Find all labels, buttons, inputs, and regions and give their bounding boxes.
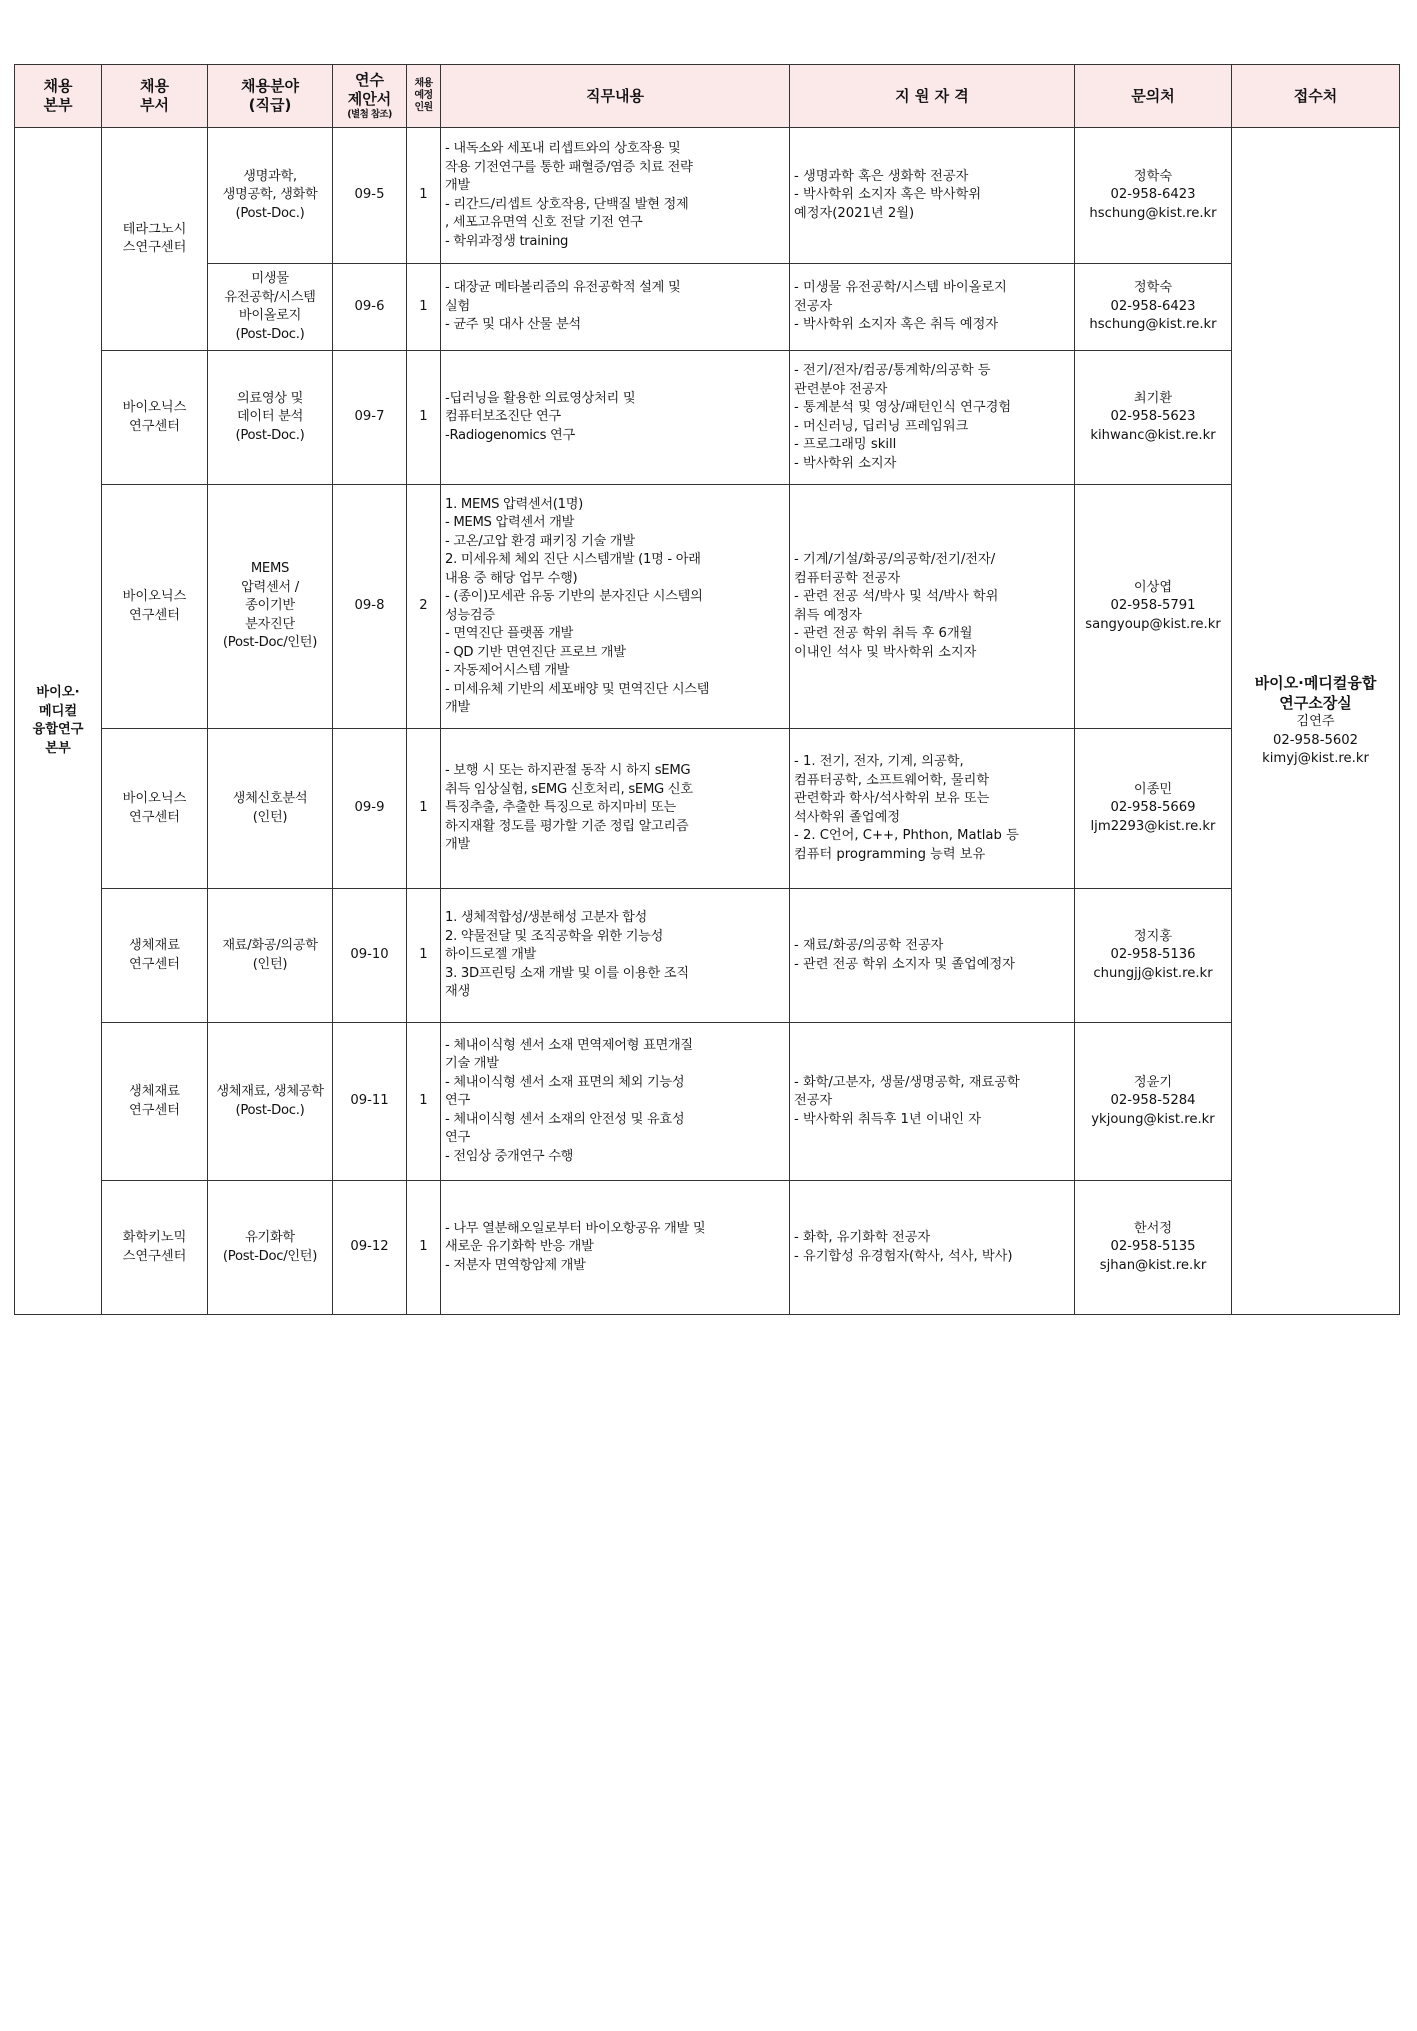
table-row <box>15 729 1400 889</box>
qualifications-cell: - 생명과학 혹은 생화학 전공자 - 박사학위 소지자 혹은 박사학위 예정자(2021년 2월) <box>790 128 1075 264</box>
contact-cell: 최기환 02-958-5623 kihwanc@kist.re.kr <box>1075 351 1232 485</box>
header-division: 채용 본부 <box>15 65 102 128</box>
qualifications-cell: - 미생물 유전공학/시스템 바이올로지 전공자 - 박사학위 소지자 혹은 취득 예정자 <box>790 264 1075 351</box>
qualifications-cell: - 전기/전자/컴공/통계학/의공학 등 관련분야 전공자 - 통계분석 및 영상/패턴인식 연구경험 - 머신러닝, 딥러닝 프레임워크 - 프로그래밍 skill - 박사학위 소지자 <box>790 351 1075 485</box>
count-cell: 1 <box>407 1181 441 1315</box>
header-field: 채용분야 (직급) <box>208 65 333 128</box>
qualifications-cell: - 1. 전기, 전자, 기계, 의공학, 컴퓨터공학, 소프트웨어학, 물리학 관련학과 학사/석사학위 보유 또는 석사학위 졸업예정 - 2. C언어, C++, Phthon, Matlab 등 컴퓨터 programming 능력 보유 <box>790 729 1075 889</box>
field-cell: MEMS 압력센서 / 종이기반 분자진단 (Post-Doc/인턴) <box>208 485 333 729</box>
field-cell: 생체신호분석 (인턴) <box>208 729 333 889</box>
header-contact: 문의처 <box>1075 65 1232 128</box>
header-qualifications: 지 원 자 격 <box>790 65 1075 128</box>
table-row <box>15 1181 1400 1315</box>
count-cell: 1 <box>407 889 441 1023</box>
duties-cell: - 대장균 메타볼리즘의 유전공학적 설계 및 실험 - 균주 및 대사 산물 분석 <box>441 264 790 351</box>
qualifications-cell: - 재료/화공/의공학 전공자 - 관련 전공 학위 소지자 및 졸업예정자 <box>790 889 1075 1023</box>
recruitment-table <box>14 64 1400 1315</box>
department-cell: 바이오닉스 연구센터 <box>102 729 208 889</box>
department-cell: 테라그노시 스연구센터 <box>102 128 208 351</box>
field-cell: 미생물 유전공학/시스템 바이올로지 (Post-Doc.) <box>208 264 333 351</box>
department-cell: 화학키노믹 스연구센터 <box>102 1181 208 1315</box>
duties-cell: 1. MEMS 압력센서(1명) - MEMS 압력센서 개발 - 고온/고압 환경 패키징 기술 개발 2. 미세유체 체외 진단 시스템개발 (1명 - 아래 내용 중 해당 업무 수행) - (종이)모세관 유동 기반의 분자진단 시스템의 성능검증 - 면역진단 플랫폼 개발 - QD 기반 면연진단 프로브 개발 - 자동제어시스템 개발 - 미세유체 기반의 세포배양 및 면역진단 시스템 개발 <box>441 485 790 729</box>
proposal-cell: 09-7 <box>333 351 407 485</box>
table-row <box>15 889 1400 1023</box>
proposal-cell: 09-11 <box>333 1023 407 1181</box>
qualifications-cell: - 화학/고분자, 생물/생명공학, 재료공학 전공자 - 박사학위 취득후 1년 이내인 자 <box>790 1023 1075 1181</box>
contact-cell: 이종민 02-958-5669 ljm2293@kist.re.kr <box>1075 729 1232 889</box>
duties-cell: - 내독소와 세포내 리셉트와의 상호작용 및 작용 기전연구를 통한 패혈증/염증 치료 전략 개발 - 리간드/리셉트 상호작용, 단백질 발현 정제 , 세포고유면역 신호 전달 기전 연구 - 학위과정생 training <box>441 128 790 264</box>
proposal-cell: 09-12 <box>333 1181 407 1315</box>
count-cell: 1 <box>407 729 441 889</box>
duties-cell: - 보행 시 또는 하지관절 동작 시 하지 sEMG 취득 임상실험, sEMG 신호처리, sEMG 신호 특징추출, 추출한 특징으로 하지마비 또는 하지재활 정도를 평가할 기준 정립 알고리즘 개발 <box>441 729 790 889</box>
contact-cell: 정지홍 02-958-5136 chungjj@kist.re.kr <box>1075 889 1232 1023</box>
field-cell: 유기화학 (Post-Doc/인턴) <box>208 1181 333 1315</box>
header-proposal: 연수 제안서 (별첨 참조) <box>333 65 407 128</box>
header-department: 채용 부서 <box>102 65 208 128</box>
count-cell: 1 <box>407 351 441 485</box>
table-row <box>15 264 1400 351</box>
count-cell: 1 <box>407 128 441 264</box>
contact-cell: 정학숙 02-958-6423 hschung@kist.re.kr <box>1075 128 1232 264</box>
field-cell: 의료영상 및 데이터 분석 (Post-Doc.) <box>208 351 333 485</box>
header-duties: 직무내용 <box>441 65 790 128</box>
table-row <box>15 485 1400 729</box>
contact-cell: 정윤기 02-958-5284 ykjoung@kist.re.kr <box>1075 1023 1232 1181</box>
duties-cell: 1. 생체적합성/생분해성 고분자 합성 2. 약물전달 및 조직공학을 위한 기능성 하이드로젤 개발 3. 3D프린팅 소재 개발 및 이를 이용한 조직 재생 <box>441 889 790 1023</box>
proposal-cell: 09-8 <box>333 485 407 729</box>
qualifications-cell: - 기계/기설/화공/의공학/전기/전자/ 컴퓨터공학 전공자 - 관련 전공 석/박사 및 석/박사 학위 취득 예정자 - 관련 전공 학위 취득 후 6개월 이내인 석사 및 박사학위 소지자 <box>790 485 1075 729</box>
department-cell: 생체재료 연구센터 <box>102 1023 208 1181</box>
contact-cell: 이상엽 02-958-5791 sangyoup@kist.re.kr <box>1075 485 1232 729</box>
header-count: 채용 예정 인원 <box>407 65 441 128</box>
count-cell: 2 <box>407 485 441 729</box>
count-cell: 1 <box>407 264 441 351</box>
qualifications-cell: - 화학, 유기화학 전공자 - 유기합성 유경험자(학사, 석사, 박사) <box>790 1181 1075 1315</box>
header-reception: 접수처 <box>1232 65 1400 128</box>
field-cell: 생체재료, 생체공학 (Post-Doc.) <box>208 1023 333 1181</box>
division-cell: 바이오· 메디컬 융합연구 본부 <box>15 128 102 1315</box>
table-row <box>15 351 1400 485</box>
proposal-cell: 09-6 <box>333 264 407 351</box>
reception-cell: 바이오·메디컬융합 연구소장실 김연주 02-958-5602 kimyj@kist.re.kr <box>1232 128 1400 1315</box>
proposal-cell: 09-9 <box>333 729 407 889</box>
duties-cell: -딥러닝을 활용한 의료영상처리 및 컴퓨터보조진단 연구 -Radiogenomics 연구 <box>441 351 790 485</box>
contact-cell: 한서정 02-958-5135 sjhan@kist.re.kr <box>1075 1181 1232 1315</box>
header-row <box>15 65 1400 128</box>
department-cell: 바이오닉스 연구센터 <box>102 351 208 485</box>
field-cell: 생명과학, 생명공학, 생화학 (Post-Doc.) <box>208 128 333 264</box>
duties-cell: - 체내이식형 센서 소재 면역제어형 표면개질 기술 개발 - 체내이식형 센서 소재 표면의 체외 기능성 연구 - 체내이식형 센서 소재의 안전성 및 유효성 연구 - 전임상 중개연구 수행 <box>441 1023 790 1181</box>
table-row <box>15 1023 1400 1181</box>
duties-cell: - 나무 열분해오일로부터 바이오항공유 개발 및 새로운 유기화학 반응 개발 - 저분자 면역항암제 개발 <box>441 1181 790 1315</box>
table-row <box>15 128 1400 264</box>
contact-cell: 정학숙 02-958-6423 hschung@kist.re.kr <box>1075 264 1232 351</box>
proposal-cell: 09-5 <box>333 128 407 264</box>
proposal-cell: 09-10 <box>333 889 407 1023</box>
count-cell: 1 <box>407 1023 441 1181</box>
department-cell: 바이오닉스 연구센터 <box>102 485 208 729</box>
department-cell: 생체재료 연구센터 <box>102 889 208 1023</box>
field-cell: 재료/화공/의공학 (인턴) <box>208 889 333 1023</box>
